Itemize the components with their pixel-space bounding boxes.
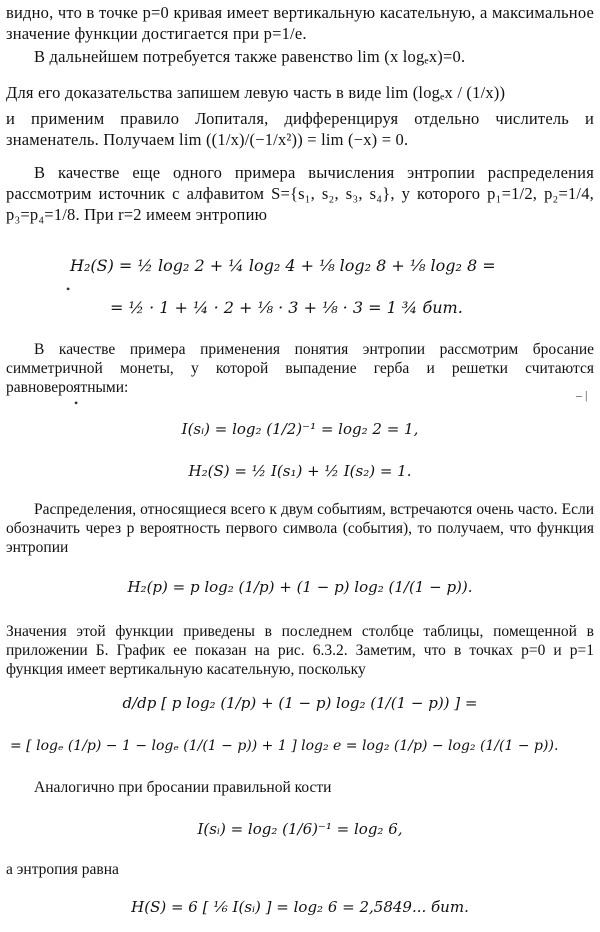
equation-entropy-result: = ½ · 1 + ¼ · 2 + ⅛ · 3 + ⅛ · 3 = 1 ¾ бит.: [110, 298, 463, 317]
equation-die-entropy: H(S) = 6 [ ⅙ I(sᵢ) ] = log₂ 6 = 2,5849... бит.: [131, 898, 469, 916]
paragraph-table-note: Значения этой функции приведены в последнем столбце таблицы, помещенной в приложении Б. График ее показан на рис. 6.3.2. Заметим, что в точках p=0 и p=1 функция имеет вертикальную касательную, поскольку: [6, 623, 594, 678]
equation-binary-entropy: H₂(p) = p log₂ (1/p) + (1 − p) log₂ (1/(1 − p)).: [127, 578, 473, 596]
equation-derivative: d/dp [ p log₂ (1/p) + (1 − p) log₂ (1/(1 − p)) ] =: [122, 694, 478, 712]
equation-derivative-result: = [ logₑ (1/p) − 1 − logₑ (1/(1 − p)) + 1 ] log₂ e = log₂ (1/p) − log₂ (1/(1 − p)).: [10, 738, 559, 754]
paragraph-coin-example: В качестве примера применения понятия энтропии рассмотрим бросание симметричной монеты, у которой выпадение герба и решетки считаются равновероятными:: [6, 341, 594, 396]
equation-coin-information: I(sᵢ) = log₂ (1/2)⁻¹ = log₂ 2 = 1,: [181, 420, 419, 438]
equation-die-information: I(sᵢ) = log₂ (1/6)⁻¹ = log₂ 6,: [197, 820, 403, 838]
equation-entropy-sum: H₂(S) = ½ log₂ 2 + ¼ log₂ 4 + ⅛ log₂ 8 + ⅛ log₂ 8 =: [70, 256, 496, 275]
paragraph-die: Аналогично при бросании правильной кости: [34, 779, 332, 796]
paragraph-die-entropy-label: а энтропия равна: [6, 861, 119, 878]
paragraph-source-example: В качестве еще одного примера вычисления энтропии распределения рассмотрим источник с алфавитом S={s₁, s₂, s₃, s₄}, у которого p₁=1/2, p₂=1/4, p₃=p₄=1/8. При r=2 имеем энтропию: [6, 163, 594, 224]
paragraph-limit-equality: В дальнейшем потребуется также равенство lim (x logₑx)=0.: [34, 47, 466, 66]
equation-coin-entropy: H₂(S) = ½ I(s₁) + ½ I(s₂) = 1.: [188, 462, 412, 480]
print-speck: •: [74, 396, 79, 410]
paragraph-lhopital: и применим правило Лопиталя, дифференцируя отдельно числитель и знаменатель. Получаем lim ((1/x)/(−1/x²)) = lim (−x) = 0.: [6, 109, 594, 149]
print-mark: – |: [576, 388, 588, 402]
paragraph-proof: Для его доказательства запишем левую часть в виде lim (logₑx / (1/x)): [6, 83, 506, 102]
paragraph-intro: видно, что в точке p=0 кривая имеет вертикальную касательную, а максимальное значение функции достигается при p=1/e.: [6, 3, 594, 43]
print-speck: •: [66, 282, 71, 296]
paragraph-two-events: Распределения, относящиеся всего к двум событиям, встречаются очень часто. Если обозначить через p вероятность первого символа (события), то получаем, что функция энтропии: [6, 501, 594, 556]
